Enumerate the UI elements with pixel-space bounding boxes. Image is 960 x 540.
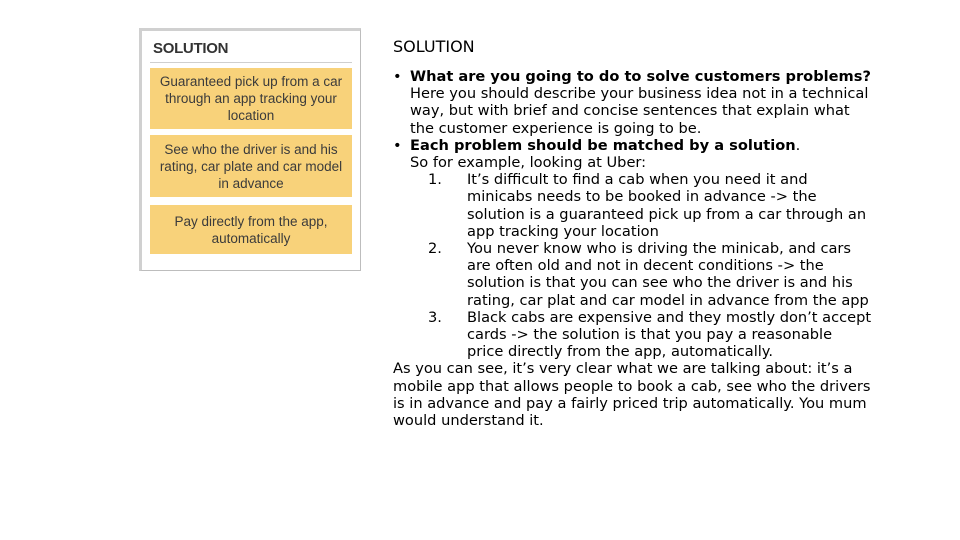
list-item-text: You never know who is driving the minicab, and cars are often old and not in decent conditions -> the solution is that you can see who the driver is and his rating, car plat and car model in advance from the app: [467, 240, 869, 309]
bullet-1-question: What are you going to do to solve customers problems?: [410, 68, 871, 85]
bullet-2-statement: Each problem should be matched by a solution: [410, 136, 796, 154]
slide-body: [393, 68, 873, 429]
list-item-number: 3.: [428, 308, 442, 326]
slide-heading: SOLUTION: [393, 37, 475, 56]
solution-box-payment: Pay directly from the app, automatically: [150, 205, 352, 254]
card-title: SOLUTION: [153, 40, 229, 57]
list-item: [393, 309, 873, 361]
solution-box-pickup: Guaranteed pick up from a car through an app tracking your location: [150, 68, 352, 129]
conclusion-paragraph: As you can see, it’s very clear what we are talking about: it’s a mobile app that allows people to book a cab, see who the drivers is in advance and pay a fairly priced trip automatically. You mum would understand it.: [393, 360, 871, 430]
list-item: [393, 240, 873, 309]
bullet-2-period: .: [795, 136, 801, 154]
bullet-dot-icon: •: [393, 136, 402, 154]
solution-box-driver: See who the driver is and his rating, car plate and car model in advance: [150, 135, 352, 197]
bullet-2: [393, 137, 873, 154]
list-item-number: 1.: [428, 171, 442, 189]
list-item-text: Black cabs are expensive and they mostly don’t accept cards -> the solution is that you pay a reasonable price directly from the app, automatically.: [467, 308, 872, 361]
bullet-2-intro: So for example, looking at Uber:: [410, 154, 647, 172]
list-item-text: It’s difficult to find a cab when you need it and minicabs needs to be booked in advance -> the solution is a guaranteed pick up from a car through an app tracking your location: [467, 171, 867, 240]
list-item: [393, 171, 873, 240]
bullet-dot-icon: •: [393, 68, 402, 85]
list-item-number: 2.: [428, 240, 442, 258]
solution-image-card: [139, 28, 361, 271]
card-divider: [150, 62, 352, 63]
bullet-1: [393, 68, 873, 85]
bullet-1-explanation: Here you should describe your business idea not in a technical way, but with brief and concise sentences that explain what the customer experience is going to be.: [410, 85, 869, 137]
